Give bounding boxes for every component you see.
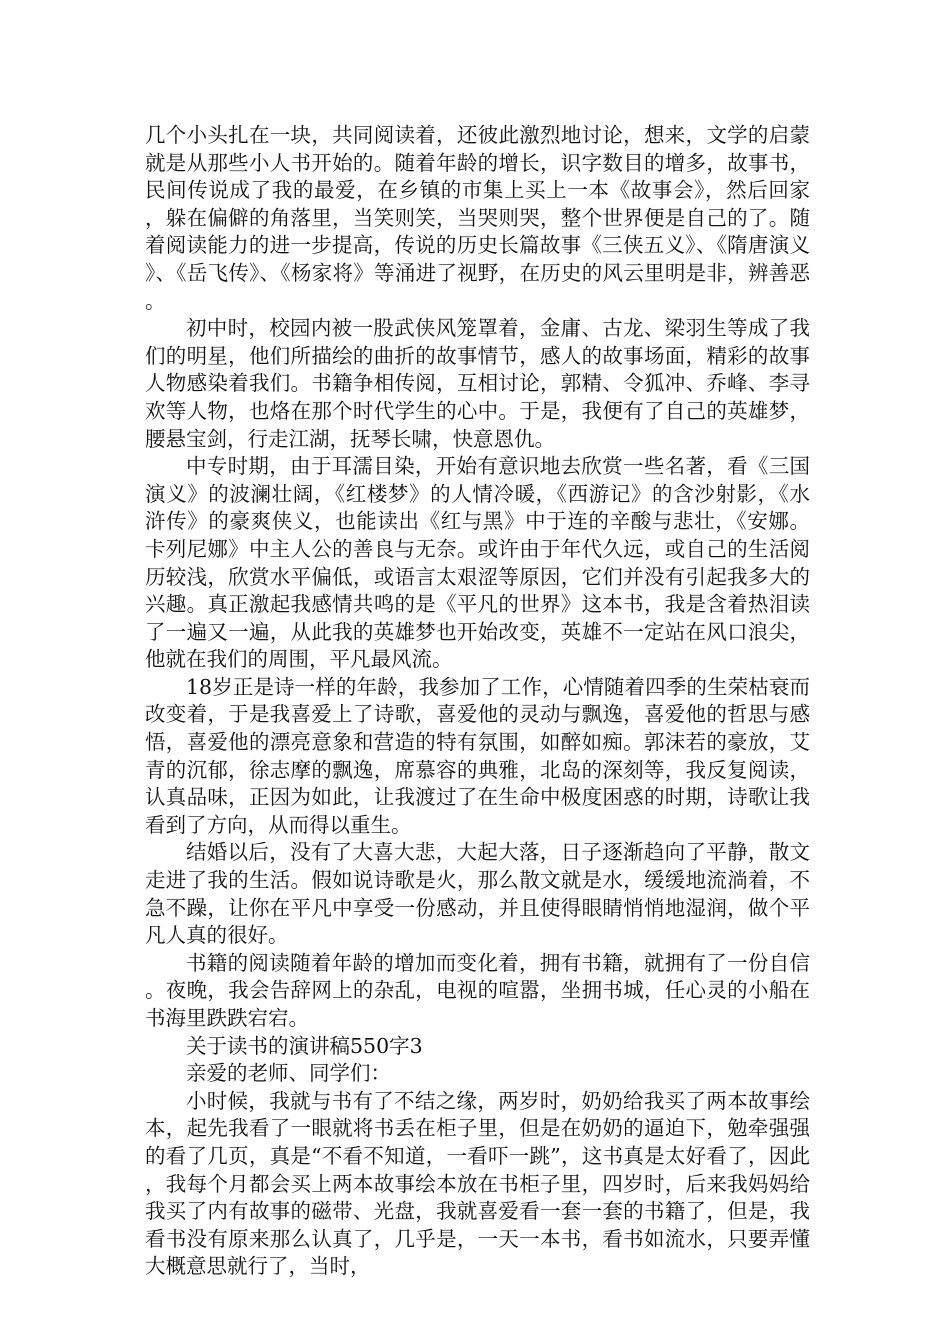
paragraph-vocational-school: 中专时期，由于耳濡目染，开始有意识地去欣赏一些名著，看《三国演义》的波澜壮阔，《红楼梦》的人情冷暖，《西游记》的含沙射影，《水浒传》的豪爽侠义，也能读出《红与黑》中于连的辛酸与悲壮，《安娜。卡列尼娜》中主人公的善良与无奈。或许由于年代久远，或自己的生活阅历较浅，欣赏水平偏低，或语言太艰涩等原因，它们并没有引起我多大的兴趣。真正激起我感情共鸣的是《平凡的世界》这本书，我是含着热泪读了一遍又一遍，从此我的英雄梦也开始改变，英雄不一定站在风口浪尖，他就在我们的周围，平凡最风流。: [145, 454, 810, 672]
paragraph-prose: 结婚以后，没有了大喜大悲，大起大落，日子逐渐趋向了平静，散文走进了我的生活。假如说诗歌是火，那么散文就是水，缓缓地流淌着，不急不躁，让你在平凡中享受一份感动，并且使得眼睛悄悄地湿润，做个平凡人真的很好。: [145, 840, 810, 948]
paragraph-poetry: 18岁正是诗一样的年龄，我参加了工作，心情随着四季的生荣枯衰而改变着，于是我喜爱上了诗歌，喜爱他的灵动与飘逸，喜爱他的哲思与感悟，喜爱他的漂亮意象和营造的特有氛围，如醉如痴。郭沫若的豪放，艾青的沉郁，徐志摩的飘逸，席慕容的典雅，北岛的深刻等，我反复阅读，认真品味，正因为如此，让我渡过了在生命中极度困惑的时期，诗歌让我看到了方向，从而得以重生。: [145, 674, 810, 837]
paragraph-childhood: 小时候，我就与书有了不结之缘，两岁时，奶奶给我买了两本故事绘本，起先我看了一眼就将书丢在柜子里，但是在奶奶的逼迫下，勉牵强强的看了几页，真是“不看不知道，一看吓一跳”，这书真是太好看了，因此，我每个月都会买上两本故事绘本放在书柜子里，四岁时，后来我妈妈给我买了内有故事的磁带、光盘，我就喜爱看一套一套的书籍了，但是，我看书没有原来那么认真了，几乎是，一天一本书，看书如流水，只要弄懂大概意思就行了，当时，: [145, 1088, 810, 1279]
document-page: [145, 122, 810, 1281]
paragraph-middle-school: 初中时，校园内被一股武侠风笼罩着，金庸、古龙、梁羽生等成了我们的明星，他们所描绘的曲折的故事情节，感人的故事场面，精彩的故事人物感染着我们。书籍争相传阅，互相讨论，郭精、令狐冲、乔峰、李寻欢等人物，也烙在那个时代学生的心中。于是，我便有了自己的英雄梦，腰悬宝剑，行走江湖，抚琴长啸，快意恩仇。: [145, 316, 810, 451]
paragraph-confidence: 书籍的阅读随着年龄的增加而变化着，拥有书籍，就拥有了一份自信。夜晚，我会告辞网上的杂乱，电视的喧嚣，坐拥书城，任心灵的小船在书海里跌跌宕宕。: [145, 950, 810, 1030]
speech-greeting: 亲爱的老师、同学们：: [186, 1061, 391, 1086]
speech-heading: 关于读书的演讲稿550字3: [186, 1033, 423, 1058]
paragraph-continued: 几个小头扎在一块，共同阅读着，还彼此激烈地讨论，想来，文学的启蒙就是从那些小人书开始的。随着年龄的增长，识字数目的增多，故事书，民间传说成了我的最爱，在乡镇的市集上买上一本《故事会》，然后回家，躲在偏僻的角落里，当笑则笑，当哭则哭，整个世界便是自己的了。随着阅读能力的进一步提高，传说的历史长篇故事《三侠五义》、《隋唐演义》、《岳飞传》、《杨家将》等涌进了视野，在历史的风云里明是非，辨善恶。: [145, 123, 810, 313]
